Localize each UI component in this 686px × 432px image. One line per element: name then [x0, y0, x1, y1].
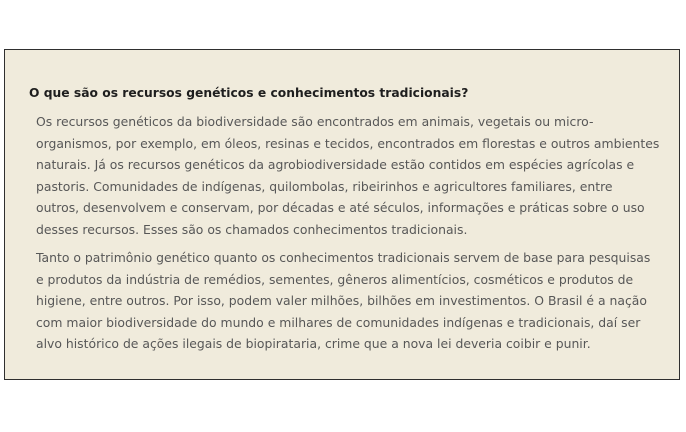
info-box — [4, 49, 680, 380]
paragraph-line: naturais. Já os recursos genéticos da agrobiodiversidade estão contidos em espécies agrícolas e — [36, 157, 635, 173]
paragraph-line: pastoris. Comunidades de indígenas, quilombolas, ribeirinhos e agricultores familiares, entre — [36, 178, 613, 194]
paragraph-2 — [36, 247, 662, 355]
paragraph-line: Os recursos genéticos da biodiversidade são encontrados em animais, vegetais ou micro- — [36, 114, 594, 129]
paragraph-line: outros, desenvolvem e conservam, por décadas e até séculos, informações e práticas sobre o uso — [36, 200, 645, 216]
paragraph-line: com maior biodiversidade do mundo e milhares de comunidades indígenas e tradicionais, daí ser — [36, 314, 641, 330]
paragraph-line: organismos, por exemplo, em óleos, resinas e tecidos, encontrados em florestas e outros ambientes — [36, 135, 660, 151]
paragraph-line: desses recursos. Esses são os chamados conhecimentos tradicionais. — [36, 221, 468, 237]
paragraph-line: e produtos da indústria de remédios, sementes, gêneros alimentícios, cosméticos e produtos de — [36, 271, 634, 287]
box-title: O que são os recursos genéticos e conhecimentos tradicionais? — [29, 86, 469, 100]
paragraph-line: alvo histórico de ações ilegais de biopirataria, crime que a nova lei deveria coibir e punir. — [36, 336, 591, 352]
paragraph-line: Tanto o patrimônio genético quanto os conhecimentos tradicionais servem de base para pesquisas — [36, 250, 651, 265]
paragraph-1 — [36, 111, 662, 241]
paragraph-line: higiene, entre outros. Por isso, podem valer milhões, bilhões em investimentos. O Brasil é a nação — [36, 293, 647, 309]
